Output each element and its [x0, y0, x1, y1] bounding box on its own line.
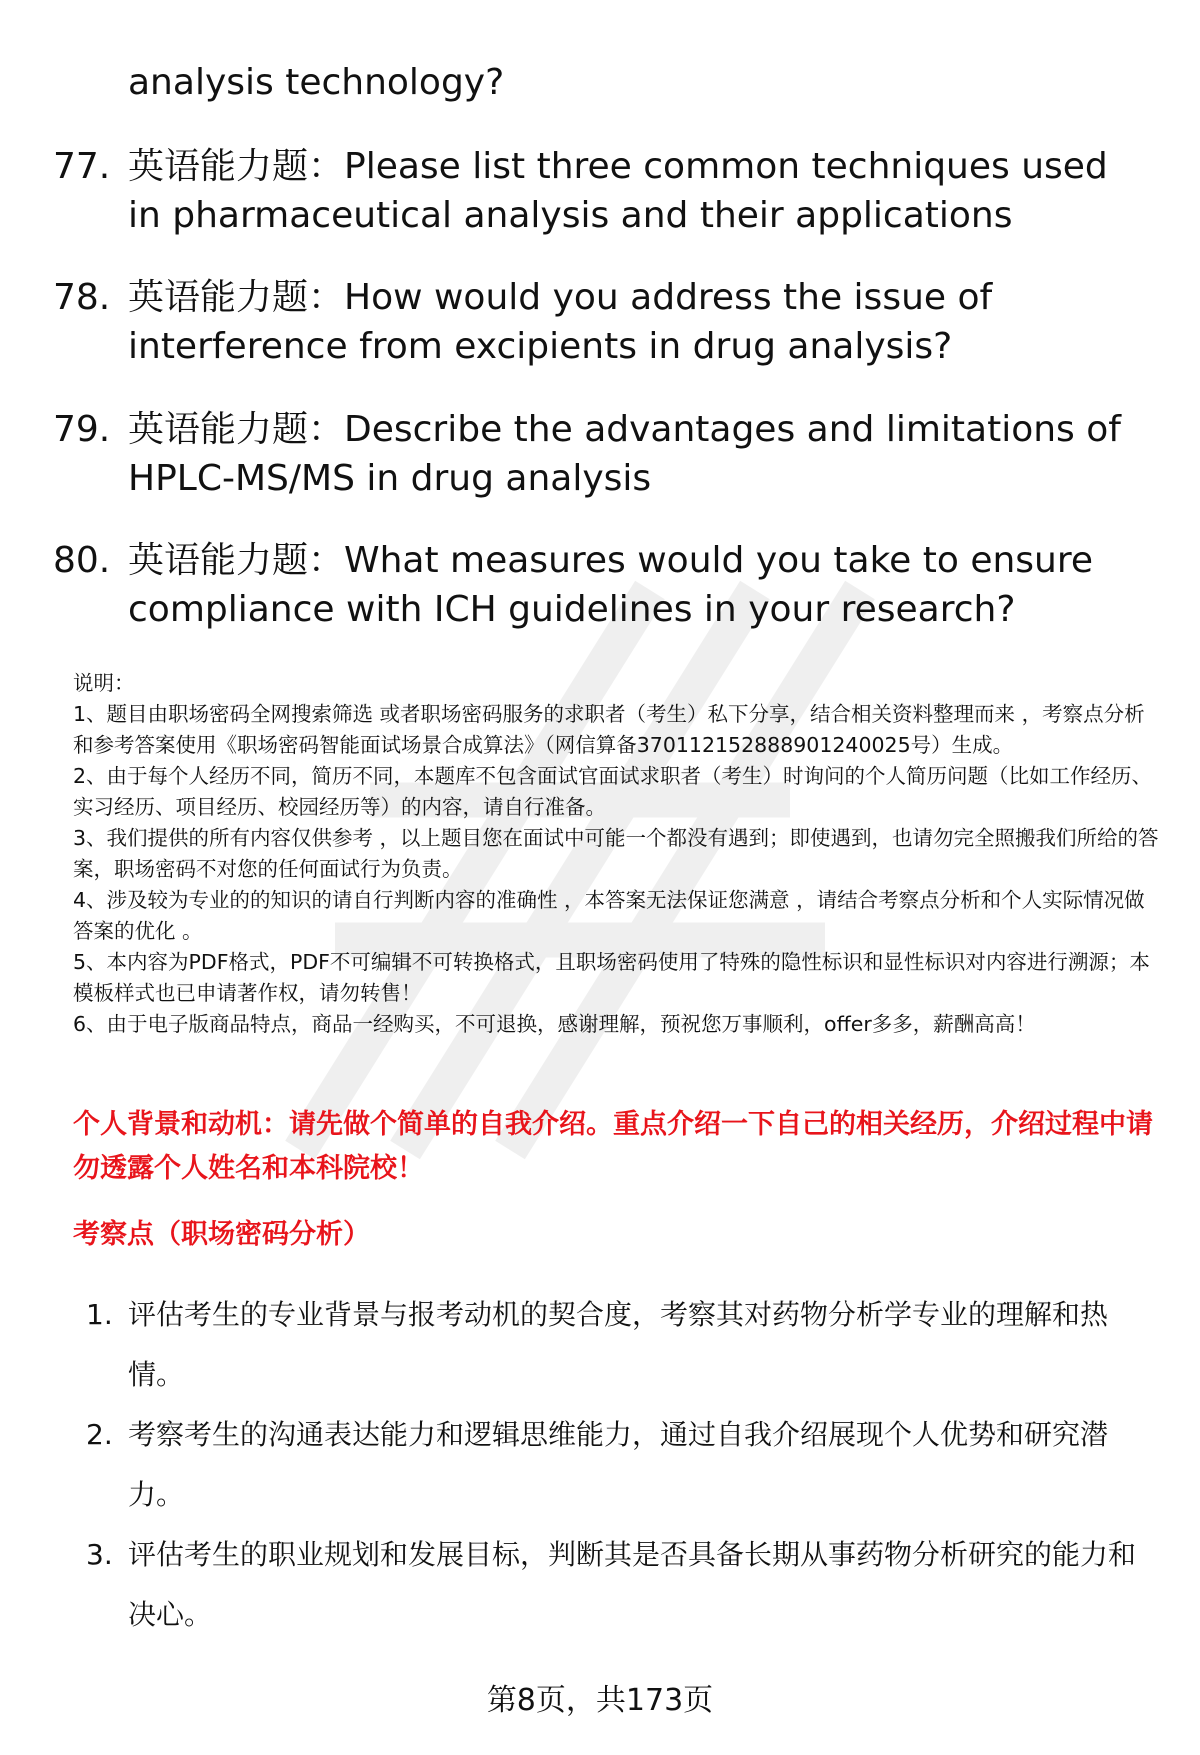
list-number: 2. — [86, 1418, 113, 1451]
notes-title: 说明： — [73, 671, 135, 695]
list-text: 考察考生的沟通表达能力和逻辑思维能力，通过自我介绍展现个人优势和研究潜力。 — [128, 1418, 1109, 1511]
notes-section — [73, 668, 1163, 1040]
question-number: 79. — [53, 409, 111, 450]
list-item — [0, 1405, 1200, 1525]
note-item: 5、本内容为PDF格式，PDF不可编辑不可转换格式，且职场密码使用了特殊的隐性标识和显性标识对内容进行溯源；本模板样式也已申请著作权，请勿转售！ — [73, 950, 1150, 1005]
question-number: 80. — [53, 540, 111, 581]
list-number: 3. — [86, 1538, 113, 1571]
interview-question-heading: 个人背景和动机：请先做个简单的自我介绍。重点介绍一下自己的相关经历，介绍过程中请勿透露个人姓名和本科院校！ — [73, 1109, 1153, 1184]
question-text: 英语能力题：Describe the advantages and limitations of HPLC-MS/MS in drug analysis — [128, 409, 1121, 499]
note-item: 4、涉及较为专业的的知识的请自行判断内容的准确性 ，本答案无法保证您满意 ，请结合考察点分析和个人实际情况做答案的优化 。 — [73, 888, 1145, 943]
question-text: 英语能力题：Please list three common techniques used in pharmaceutical analysis and their applications — [128, 146, 1108, 236]
analysis-points — [0, 1285, 1200, 1645]
question-number: 77. — [53, 146, 111, 187]
note-item: 2、由于每个人经历不同，简历不同，本题库不包含面试官面试求职者（考生）时询问的个人简历问题（比如工作经历、实习经历、项目经历、校园经历等）的内容，请自行准备。 — [73, 764, 1153, 819]
question-text: 英语能力题：What measures would you take to ensure compliance with ICH guidelines in your research? — [128, 540, 1094, 630]
list-item — [0, 1285, 1200, 1405]
note-item: 1、题目由职场密码全网搜索筛选 或者职场密码服务的求职者（考生）私下分享，结合相关资料整理而来 ，考察点分析和参考答案使用《职场密码智能面试场景合成算法》（网信算备370112152888901240025号）生成。 — [73, 702, 1145, 757]
question-text: 英语能力题：How would you address the issue of interference from excipients in drug analysis? — [128, 277, 993, 367]
list-text: 评估考生的专业背景与报考动机的契合度，考察其对药物分析学专业的理解和热情。 — [128, 1298, 1109, 1391]
note-item: 3、我们提供的所有内容仅供参考 ，以上题目您在面试中可能一个都没有遇到；即使遇到，也请勿完全照搬我们所给的答案，职场密码不对您的任何面试行为负责。 — [73, 826, 1159, 881]
page-number: 第8页，共173页 — [486, 1683, 714, 1718]
question-number: 78. — [53, 277, 111, 318]
list-number: 1. — [86, 1298, 113, 1331]
question-text: analysis technology? — [128, 62, 505, 103]
list-item — [0, 1525, 1200, 1645]
analysis-heading: 考察点（职场密码分析） — [73, 1219, 370, 1250]
list-text: 评估考生的职业规划和发展目标，判断其是否具备长期从事药物分析研究的能力和决心。 — [128, 1538, 1137, 1631]
note-item: 6、由于电子版商品特点，商品一经购买，不可退换，感谢理解，预祝您万事顺利，offer多多，薪酬高高！ — [73, 1012, 1036, 1036]
